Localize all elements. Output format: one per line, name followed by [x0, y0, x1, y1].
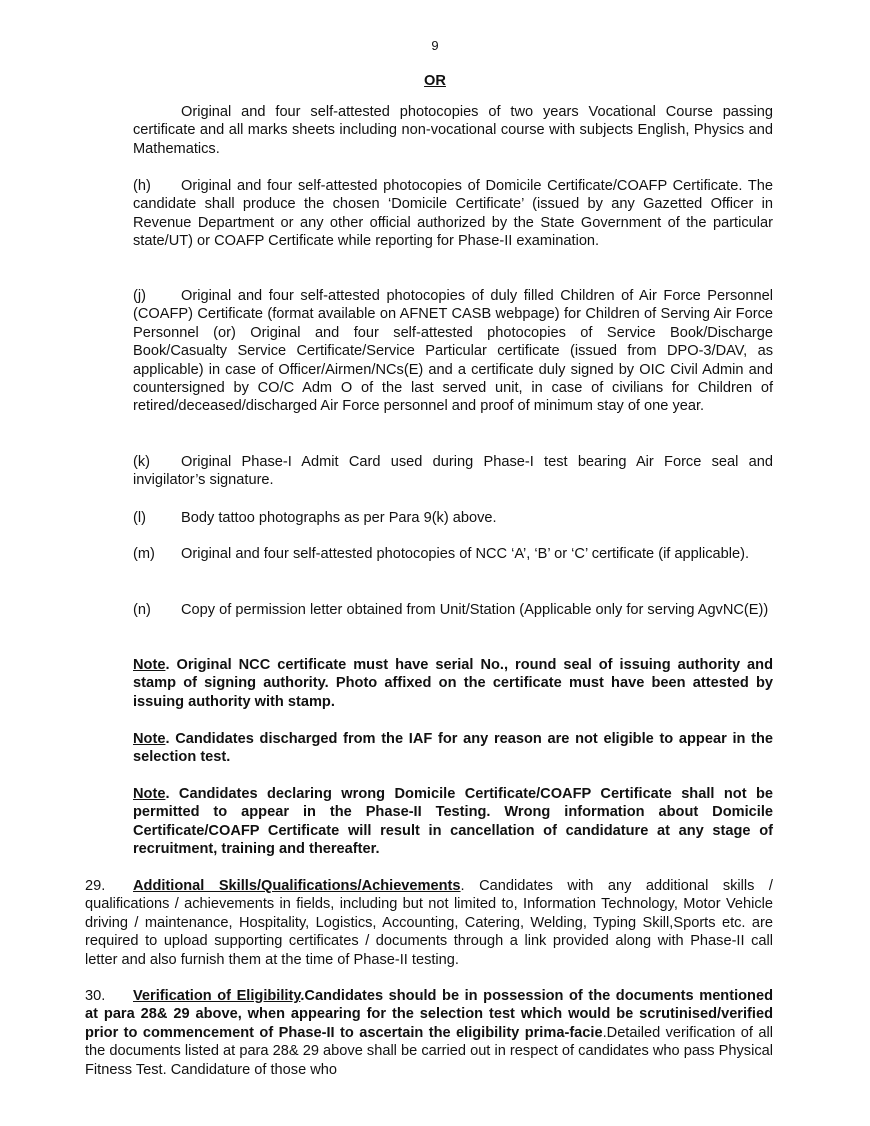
- para-text: Detailed verification of all the documents listed at para 28& 29 above shall be carried out in respect of candidates who pass Physical Fitness Test. Candidature of those who: [85, 1024, 774, 1078]
- item-text: Original and four self-attested photocopies of NCC ‘A’, ‘B’ or ‘C’ certificate (if applicable).: [181, 546, 750, 562]
- note-label: Note: [133, 786, 166, 802]
- item-l: [133, 509, 773, 527]
- para-29: 29. Additional Skills/Qualifications/Achievements. Candidates with any additional skills / qualifications / achievements in fields, including but not limited to, Information Technology, Motor Vehicle driving / maintenance, Hospitality, Logistics, Accounting, Catering, Welding, Typing Skill,Sports etc. are required to upload supporting certificates / documents through a link provided along with Phase-II call letter and also furnish them at the time of Phase-II testing.: [85, 878, 773, 968]
- item-text: Original and four self-attested photocopies of Domicile Certificate/COAFP Certificate. The candidate shall produce the chosen ‘Domicile Certificate’ (issued by any Gazetted Officer in Revenue Department or any other official authorized by the State Government of the particular state/UT) or COAFP Certificate while reporting for Phase-II examination.: [133, 178, 773, 250]
- or-heading: OR: [424, 73, 446, 89]
- item-label: (j): [133, 288, 146, 304]
- para-text: Candidates with any additional skills / qualifications / achievements in fields, including but not limited to, Information Technology, Motor Vehicle driving / maintenance, Hospitality, Logistics, Accounting, Catering, Welding, Typing Skill,Sports etc. are required to upload supporting certificates / documents through a link provided along with Phase-II call letter and also furnish them at the time of Phase-II testing.: [85, 878, 773, 968]
- note-discharged: Note. Candidates discharged from the IAF for any reason are not eligible to appear in the selection test.: [133, 731, 773, 766]
- note-ncc: Note. Original NCC certificate must have serial No., round seal of issuing authority and stamp of signing authority. Photo affixed on the certificate must have been attested by issuing authority with stamp.: [133, 657, 774, 710]
- note-text: Candidates discharged from the IAF for any reason are not eligible to appear in the selection test.: [133, 731, 773, 766]
- item-label: (l): [133, 510, 146, 526]
- note-label: Note: [133, 657, 166, 673]
- item-label: (m): [133, 546, 155, 562]
- item-text: Original Phase-I Admit Card used during Phase-I test bearing Air Force seal and invigilator’s signature.: [133, 454, 773, 489]
- item-text: Original and four self-attested photocopies of duly filled Children of Air Force Personnel (COAFP) Certificate (format available on AFNET CASB webpage) for Children of Serving Air Force Personnel (or) Original and four self-attested photocopies of Service Book/Discharge Book/Casualty Service Certificate/Service Particular certificate (issued from DPO-3/DAV, as applicable) in case of Officer/Airmen/NCs(E) and a certificate duly signed by OIC Civil Admin and countersigned by CO/C Adm O of the last served unit, in case of civilians for Children of retired/deceased/discharged Air Force personnel and proof of minimum stay of one year.: [133, 288, 773, 415]
- page-number: 9: [431, 38, 439, 53]
- item-label: (n): [133, 602, 151, 618]
- para-30: 30. Verification of Eligibility.Candidates should be in possession of the documents mentioned at para 28& 29 above, when appearing for the selection test which would be scrutinised/verified prior to commencement of Phase-II to ascertain the eligibility prima-facie.Detailed verification of all the documents listed at para 28& 29 above shall be carried out in respect of candidates who pass Physical Fitness Test. Candidature of those who: [85, 988, 774, 1078]
- para-number: 30.: [85, 988, 106, 1004]
- item-label: (k): [133, 454, 151, 470]
- para-bold-text: Candidates should be in possession of the documents mentioned at para 28& 29 above, when appearing for the selection test which would be scrutinised/verified prior to commencement of Phase-II to ascertain the eligibility prima-facie: [85, 988, 773, 1041]
- note-text: Candidates declaring wrong Domicile Certificate/COAFP Certificate shall not be permitted to appear in the Phase-II Testing. Wrong information about Domicile Certificate/COAFP Certificate will result in cancellation of candidature at any stage of recruitment, training and thereafter.: [133, 786, 774, 858]
- item-label: (h): [133, 178, 151, 194]
- vocational-paragraph: Original and four self-attested photocopies of two years Vocational Course passing certificate and all marks sheets including non-vocational course with subjects English, Physics and Mathematics.: [133, 104, 773, 157]
- item-h: [133, 177, 773, 251]
- item-n: [133, 601, 773, 619]
- para-title: Additional Skills/Qualifications/Achievements: [133, 878, 461, 894]
- note-label: Note: [133, 731, 166, 747]
- note-text: Original NCC certificate must have serial No., round seal of issuing authority and stamp of signing authority. Photo affixed on the certificate must have been attested by issuing authority with stamp.: [133, 657, 774, 710]
- item-m: [133, 545, 773, 563]
- para-number: 29.: [85, 878, 106, 894]
- para-title: Verification of Eligibility: [133, 988, 301, 1004]
- item-text: Body tattoo photographs as per Para 9(k) above.: [181, 510, 497, 526]
- item-k: [133, 453, 773, 490]
- item-j: [133, 287, 773, 416]
- note-domicile: Note. Candidates declaring wrong Domicile Certificate/COAFP Certificate shall not be permitted to appear in the Phase-II Testing. Wrong information about Domicile Certificate/COAFP Certificate will result in cancellation of candidature at any stage of recruitment, training and thereafter.: [133, 786, 774, 858]
- item-text: Copy of permission letter obtained from Unit/Station (Applicable only for serving AgvNC(E)): [181, 602, 769, 618]
